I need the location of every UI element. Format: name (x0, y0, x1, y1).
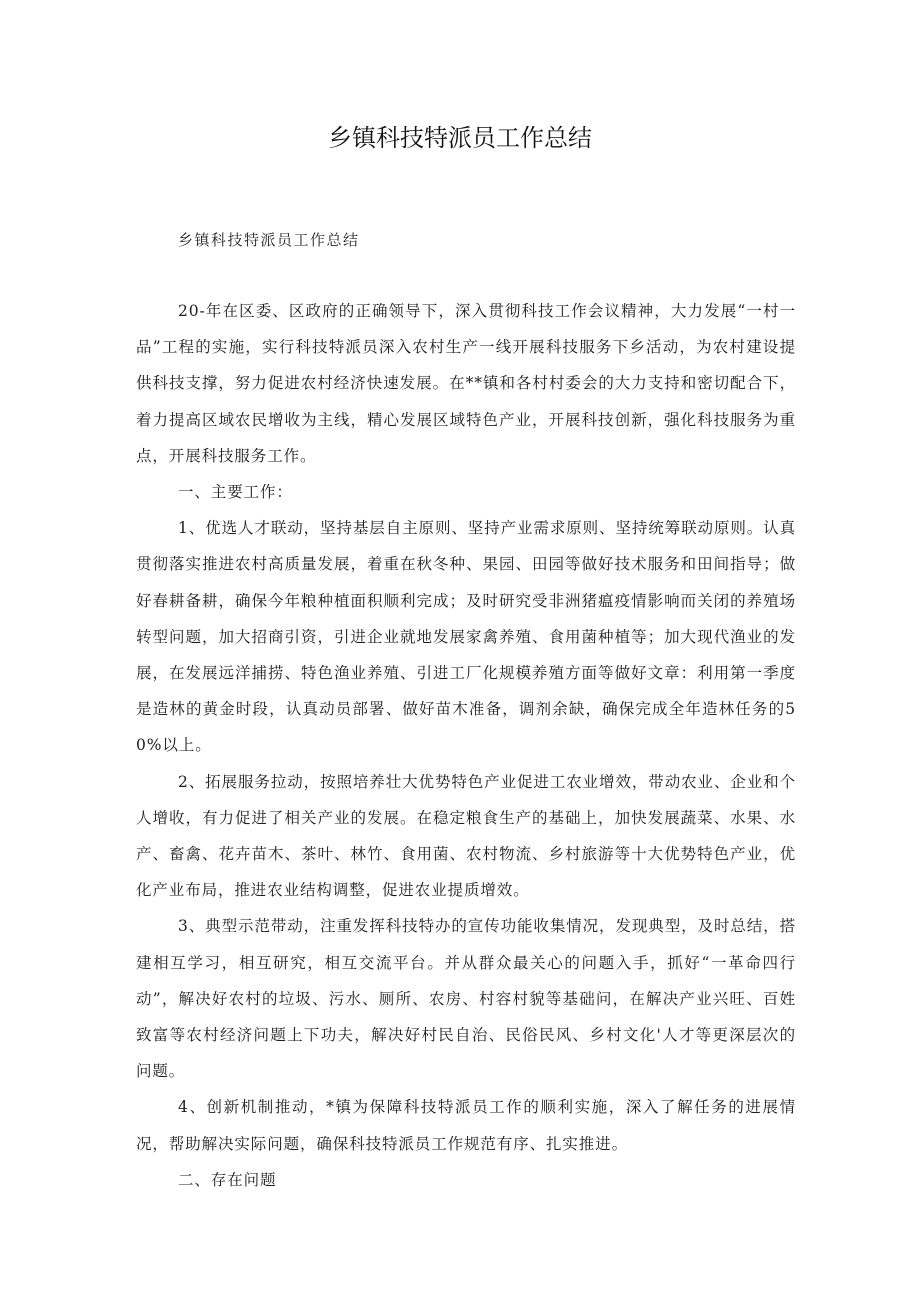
document-body (136, 293, 796, 1198)
section-heading-main-work: 一、主要工作： (178, 483, 293, 502)
work-item-3: 3、典型示范带动，注重发挥科技特办的宣传功能收集情况，发现典型，及时总结，搭建相互学习，相互研究，相互交流平台。并从群众最关心的问题入手，抓好“一革命四行动”，解决好农村的垃圾、污水、厕所、农房、村容村貌等基础问，在解决产业兴旺、百姓致富等农村经济问题上下功夫，解决好村民自治、民俗民风、乡村文化'人才等更深层次的问题。 (136, 917, 796, 1081)
work-item-4: 4、创新机制推动，*镇为保障科技特派员工作的顺利实施，深入了解任务的进展情况，帮助解决实际问题，确保科技特派员工作规范有序、扎实推进。 (136, 1098, 796, 1153)
work-item-1: 1、优选人才联动，坚持基层自主原则、坚持产业需求原则、坚持统筹联动原则。认真贯彻落实推进农村高质量发展，着重在秋冬种、果园、田园等做好技术服务和田间指导；做好春耕备耕，确保今年粮种植面积顺利完成；及时研究受非洲猪瘟疫情影响而关闭的养殖场转型问题，加大招商引资，引进企业就地发展家禽养殖、食用菌种植等；加大现代渔业的发展，在发展远洋捕捞、特色渔业养殖、引进工厂化规模养殖方面等做好文章：利用第一季度是造林的黄金时段，认真动员部署、做好苗木准备，调剂余缺，确保完成全年造林任务的50%以上。 (136, 519, 796, 755)
work-item-2: 2、拓展服务拉动，按照培养壮大优势特色产业促进工农业增效，带动农业、企业和个人增收，有力促进了相关产业的发展。在稳定粮食生产的基础上，加快发展蔬菜、水果、水产、畜禽、花卉苗木、茶叶、林竹、食用菌、农村物流、乡村旅游等十大优势特色产业，优化产业布局，推进农业结构调整，促进农业提质增效。 (136, 772, 796, 900)
intro-paragraph: 20-年在区委、区政府的正确领导下，深入贯彻科技工作会议精神，大力发展“一村一品”工程的实施，实行科技特派员深入农村生产一线开展科技服务下乡活动，为农村建设提供科技支撑，努力促进农村经济快速发展。在**镇和各村村委会的大力支持和密切配合下，着力提高区域农民增收为主线，精心发展区域特色产业，开展科技创新，强化科技服务为重点，开展科技服务工作。 (136, 302, 796, 465)
document-subtitle: 乡镇科技特派员工作总结 (178, 231, 360, 249)
section-heading-problems: 二、存在问题 (178, 1170, 277, 1189)
document-title: 乡镇科技特派员工作总结 (328, 124, 592, 152)
